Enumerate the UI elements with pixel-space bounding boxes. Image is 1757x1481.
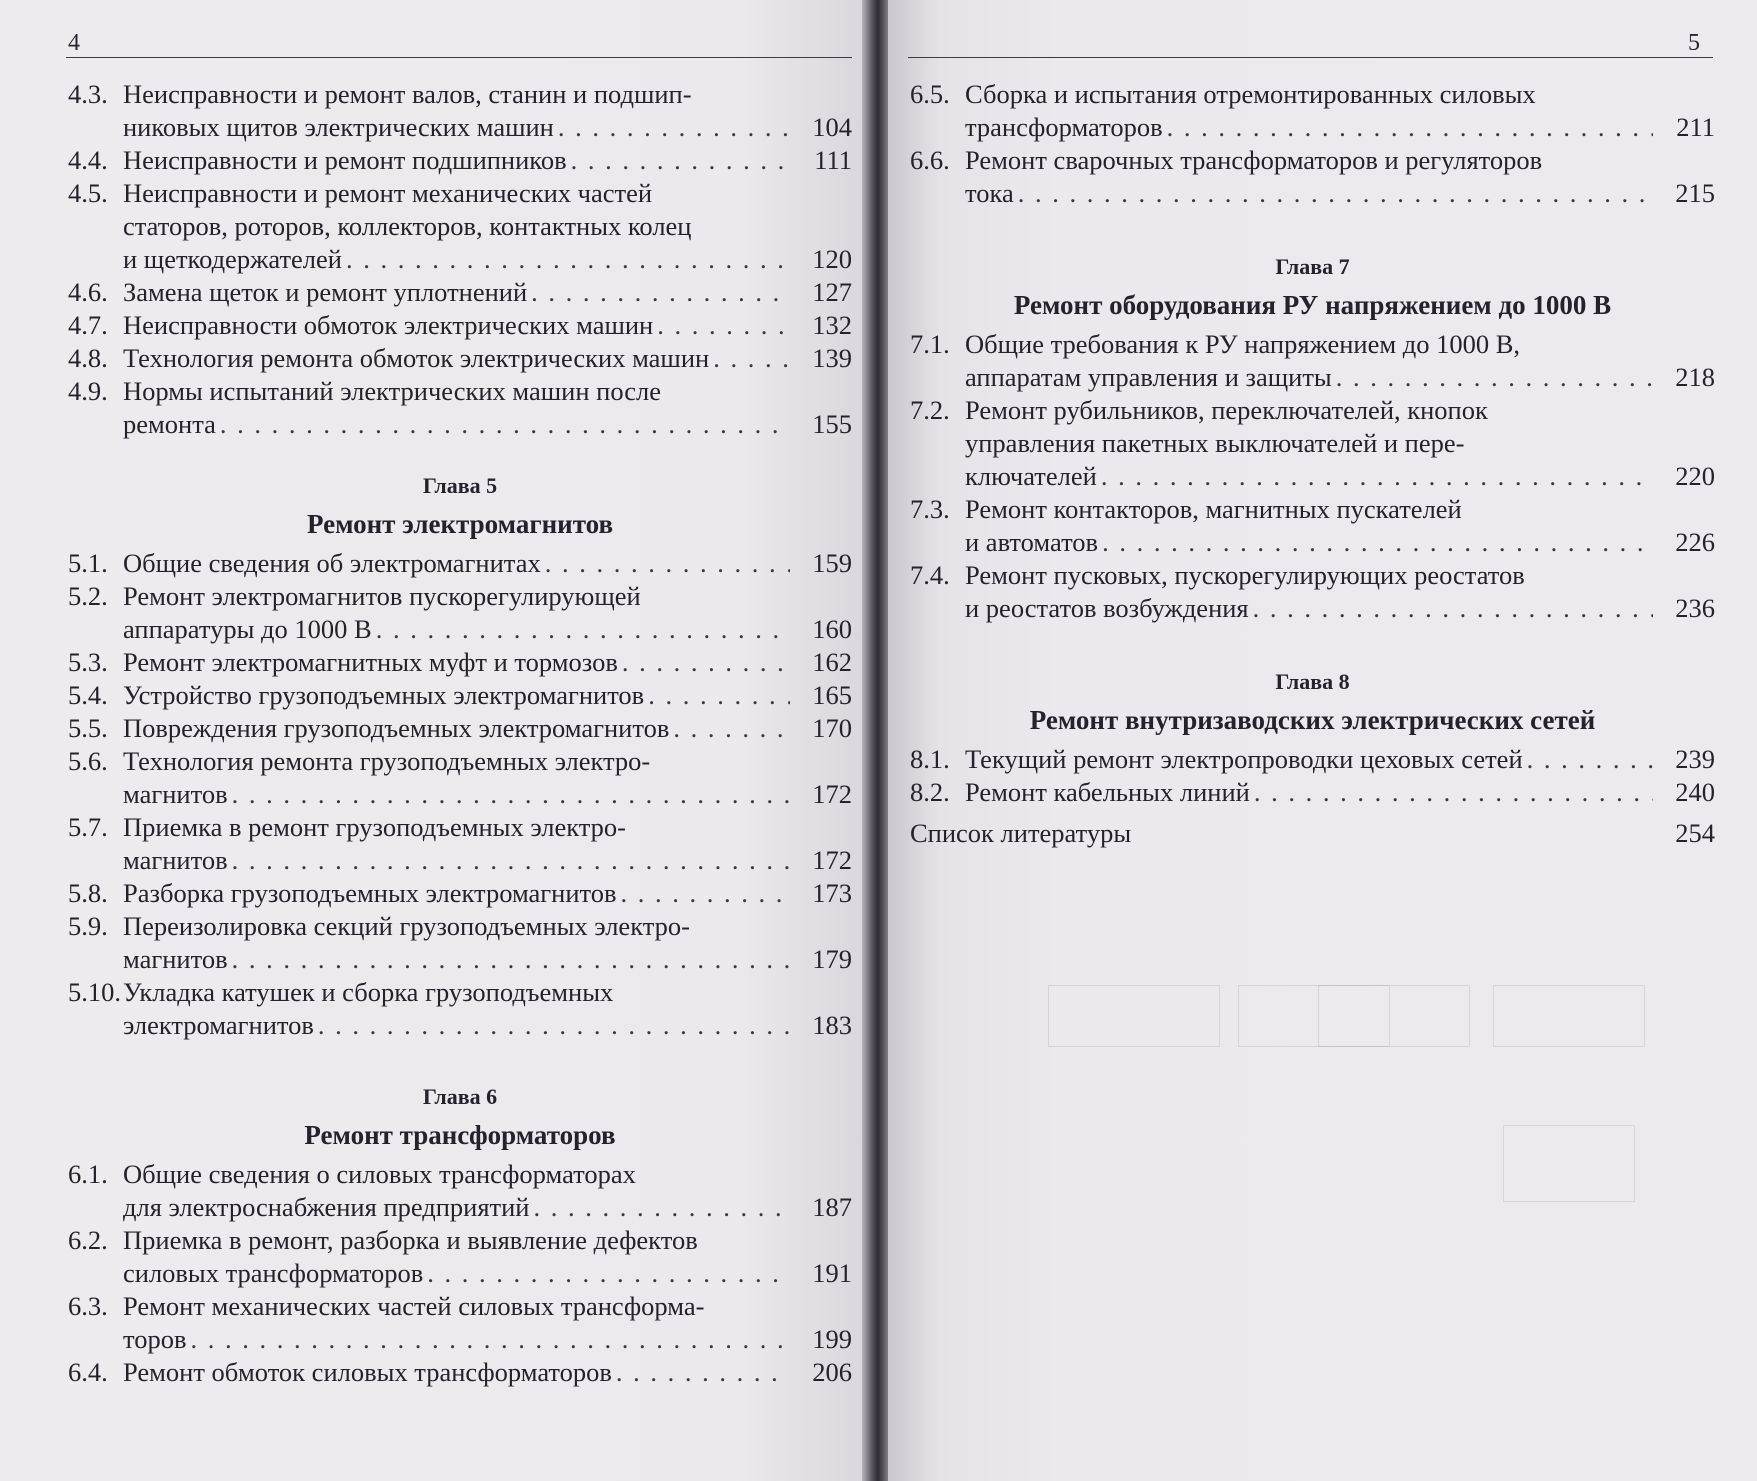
toc-entry-number: 6.1.	[68, 1159, 108, 1189]
chapter-5-entries	[68, 547, 852, 1042]
toc-entry-line	[123, 78, 852, 111]
dot-leader	[1018, 177, 1653, 210]
toc-entry-body	[965, 559, 1715, 625]
toc-entry-line	[965, 394, 1715, 427]
dot-leader	[534, 1191, 791, 1224]
toc-entry-line	[123, 580, 852, 613]
toc-entry-title: аппаратуры до 1000 В	[123, 614, 372, 644]
toc-entry-title: для электроснабжения предприятий	[123, 1192, 530, 1222]
toc-entry	[68, 1290, 852, 1356]
toc-entry-page: 191	[812, 1258, 852, 1288]
toc-entry-line	[123, 375, 852, 408]
toc-entry-number: 4.5.	[68, 178, 108, 208]
toc-entry-number: 5.7.	[68, 812, 108, 842]
toc-entry-line	[123, 111, 852, 144]
dot-leader	[220, 408, 790, 441]
toc-entry-title: тока	[965, 178, 1014, 208]
toc-entry-body	[123, 580, 852, 646]
toc-entry-page: 160	[812, 614, 852, 644]
toc-entry-number: 7.1.	[910, 329, 950, 359]
dot-leader	[1101, 460, 1653, 493]
dot-leader	[232, 778, 790, 811]
toc-entry-line	[965, 743, 1715, 776]
toc-entry-title: трансформаторов	[965, 112, 1163, 142]
toc-entry-page: 236	[1675, 593, 1715, 623]
toc-entry-body	[123, 1290, 852, 1356]
toc-entry-page: 139	[812, 343, 852, 373]
toc-entry-page: 240	[1675, 777, 1715, 807]
toc-entry	[910, 743, 1715, 776]
toc-entry-title: магнитов	[123, 845, 228, 875]
dot-leader	[1102, 526, 1653, 559]
toc-entry-body	[123, 78, 852, 144]
toc-entry-line	[123, 910, 852, 943]
toc-entry-page: 159	[812, 548, 852, 578]
toc-entry-number: 4.3.	[68, 79, 108, 109]
toc-entry-page: 211	[1676, 112, 1715, 142]
toc-entry-number: 6.3.	[68, 1291, 108, 1321]
toc-entry-page: 165	[812, 680, 852, 710]
toc-entry-page: 187	[812, 1192, 852, 1222]
toc-entry-line	[123, 1158, 852, 1191]
toc-entry-title: Ремонт обмоток силовых трансформаторов	[123, 1357, 612, 1387]
toc-entry-body	[123, 309, 852, 342]
toc-entry-line	[123, 679, 852, 712]
page-number-left: 4	[68, 30, 80, 56]
toc-entry-number: 6.5.	[910, 79, 950, 109]
toc-entry-line	[965, 526, 1715, 559]
toc-entry-page: 226	[1675, 527, 1715, 557]
toc-entry-title: Неисправности и ремонт валов, станин и подшип-	[123, 79, 692, 109]
toc-entry-line	[965, 361, 1715, 394]
toc-entry-line	[123, 811, 852, 844]
toc-entry-title: Ремонт рубильников, переключателей, кнопок	[965, 395, 1488, 425]
toc-entry-body	[123, 679, 852, 712]
dot-leader	[232, 943, 790, 976]
chapter-7-entries	[910, 328, 1715, 625]
toc-entry-line	[965, 460, 1715, 493]
toc-entry-line	[123, 547, 852, 580]
toc-entry-number: 4.4.	[68, 145, 108, 175]
toc-entry-body	[123, 1224, 852, 1290]
toc-entry	[68, 78, 852, 144]
toc-entry-number: 5.9.	[68, 911, 108, 941]
toc-entry-page: 155	[812, 409, 852, 439]
toc-entry-line	[123, 712, 852, 745]
toc-entry	[68, 342, 852, 375]
toc-entry	[68, 580, 852, 646]
toc-entry-title: и автоматов	[965, 527, 1099, 557]
toc-entry-line	[965, 177, 1715, 210]
toc-entry-body	[965, 776, 1715, 809]
toc-entry-line	[965, 78, 1715, 111]
toc-entry-page: 173	[812, 878, 852, 908]
toc-entry	[910, 776, 1715, 809]
toc-entry-title: силовых трансформаторов	[123, 1258, 424, 1288]
toc-entry-page: 183	[812, 1010, 852, 1040]
toc-entry-body	[123, 547, 852, 580]
toc-entry	[910, 559, 1715, 625]
toc-entry-page: 179	[812, 944, 852, 974]
toc-entry-page: 132	[812, 310, 852, 340]
toc-entry-title: аппаратам управления и защиты	[965, 362, 1332, 392]
toc-entry-number: 5.6.	[68, 746, 108, 776]
toc-entry-title: Ремонт пусковых, пускорегулирующих реостатов	[965, 560, 1525, 590]
dot-leader	[318, 1009, 790, 1042]
toc-entry-number: 6.6.	[910, 145, 950, 175]
toc-entry-title: ремонта	[123, 409, 216, 439]
toc-entry-line	[123, 408, 852, 441]
toc-entry-line	[123, 144, 852, 177]
chapter-8-entries	[910, 743, 1715, 809]
toc-entry-line	[123, 309, 852, 342]
toc-entry-title: Ремонт электромагнитов пускорегулирующей	[123, 581, 641, 611]
toc-entry-title: Ремонт механических частей силовых трансформа-	[123, 1291, 705, 1321]
toc-entry-title: никовых щитов электрических машин	[123, 112, 554, 142]
toc-entry-body	[123, 1158, 852, 1224]
toc-entry-title: Нормы испытаний электрических машин после	[123, 376, 661, 406]
toc-entry-number: 4.9.	[68, 376, 108, 406]
chapter-7-title: Ремонт оборудования РУ напряжением до 1000 В	[1013, 290, 1612, 320]
dot-leader	[531, 276, 790, 309]
toc-entry-title: Разборка грузоподъемных электромагнитов	[123, 878, 617, 908]
page-number-right: 5	[1688, 30, 1700, 56]
toc-entry-page: 220	[1675, 461, 1715, 491]
toc-entry-line	[965, 776, 1715, 809]
toc-entry-number: 5.8.	[68, 878, 108, 908]
dot-leader	[191, 1323, 791, 1356]
toc-entry-title: и реостатов возбуждения	[965, 593, 1249, 623]
toc-entry-line	[123, 1290, 852, 1323]
dot-leader	[232, 844, 790, 877]
toc-entry-title: Общие требования к РУ напряжением до 1000 В,	[965, 329, 1521, 359]
toc-entry-page: 172	[812, 779, 852, 809]
toc-entry-title: Общие сведения об электромагнитах	[123, 548, 541, 578]
toc-entry	[68, 177, 852, 276]
toc-entry-title: магнитов	[123, 944, 228, 974]
toc-entry	[68, 811, 852, 877]
toc-entry-title: Устройство грузоподъемных электромагнитов	[123, 680, 645, 710]
dot-leader	[616, 1356, 790, 1389]
toc-entry-number: 5.2.	[68, 581, 108, 611]
toc-entry-line	[123, 342, 852, 375]
toc-entry-title: и щеткодержателей	[123, 244, 342, 274]
toc-entry-title: Повреждения грузоподъемных электромагнитов	[123, 713, 670, 743]
toc-entry-page: 104	[812, 112, 852, 142]
toc-entry	[68, 144, 852, 177]
toc-entry	[68, 309, 852, 342]
toc-entry-title: Технология ремонта обмоток электрических машин	[123, 343, 710, 373]
toc-entry-title: Сборка и испытания отремонтированных силовых	[965, 79, 1536, 109]
toc-entry-number: 5.5.	[68, 713, 108, 743]
toc-entry-line	[965, 427, 1715, 460]
toc-entry-body	[123, 712, 852, 745]
references-label: Список литературы	[910, 818, 1132, 848]
chapter-5-title: Ремонт электромагнитов	[306, 509, 614, 539]
toc-entry	[910, 144, 1715, 210]
left-page	[0, 0, 868, 1481]
toc-entry-body	[965, 144, 1715, 210]
toc-entry-line	[123, 745, 852, 778]
toc-entry-title: Общие сведения о силовых трансформаторах	[123, 1159, 636, 1189]
toc-entry	[68, 679, 852, 712]
references-entry	[910, 817, 1715, 850]
dot-leader	[558, 111, 790, 144]
toc-entry-line	[123, 1191, 852, 1224]
dot-leader	[621, 877, 790, 910]
toc-entry-page: 215	[1675, 178, 1715, 208]
toc-entry-page: 120	[812, 244, 852, 274]
toc-entry	[68, 646, 852, 679]
toc-entry-line	[123, 1009, 852, 1042]
toc-entry-page: 239	[1675, 744, 1715, 774]
chapter-5-label: Глава 5	[422, 473, 498, 498]
toc-entry-title: торов	[123, 1324, 187, 1354]
toc-entry-number: 7.3.	[910, 494, 950, 524]
toc-entry-title: статоров, роторов, коллекторов, контактных колец	[123, 211, 692, 241]
toc-entry-line	[123, 976, 852, 1009]
dot-leader	[713, 342, 790, 375]
dot-leader	[657, 309, 790, 342]
toc-entry-line	[123, 844, 852, 877]
toc-entry-body	[123, 877, 852, 910]
toc-entry-page: 111	[814, 145, 852, 175]
chapter-6-entries	[68, 1158, 852, 1389]
toc-entry-line	[123, 177, 852, 210]
toc-left	[68, 78, 852, 1389]
toc-entry-line	[965, 592, 1715, 625]
header-rule-right	[908, 57, 1713, 58]
toc-entry-number: 7.2.	[910, 395, 950, 425]
dot-leader	[622, 646, 790, 679]
toc-entry-number: 8.1.	[910, 744, 950, 774]
toc-entry	[68, 375, 852, 441]
toc-entry-line	[123, 943, 852, 976]
toc-entry-title: Приемка в ремонт, разборка и выявление дефектов	[123, 1225, 698, 1255]
toc-entry-title: Ремонт контакторов, магнитных пускателей	[965, 494, 1462, 524]
dot-leader	[1253, 592, 1653, 625]
dot-leader	[427, 1257, 790, 1290]
toc-entry-title: Технология ремонта грузоподъемных электро-	[123, 746, 651, 776]
toc-entry-number: 5.4.	[68, 680, 108, 710]
toc-entry-body	[123, 177, 852, 276]
toc-entry-line	[123, 210, 852, 243]
dot-leader	[648, 679, 790, 712]
toc-entry-title: Ремонт кабельных линий	[965, 777, 1250, 807]
toc-entry-body	[123, 375, 852, 441]
toc-entry-title: Замена щеток и ремонт уплотнений	[123, 277, 528, 307]
toc-entry-line	[965, 559, 1715, 592]
toc-entry-line	[123, 1224, 852, 1257]
toc-entry-line	[965, 493, 1715, 526]
chapter-8-title: Ремонт внутризаводских электрических сетей	[1029, 705, 1596, 735]
toc-entry-line	[123, 778, 852, 811]
toc-entry-line	[123, 613, 852, 646]
toc-entry	[68, 1158, 852, 1224]
toc-entry-line	[123, 1323, 852, 1356]
toc-entry-line	[123, 877, 852, 910]
toc-entry	[910, 78, 1715, 144]
toc-entry-number: 5.10.	[68, 977, 121, 1007]
toc-entry-page: 127	[812, 277, 852, 307]
toc-entry-title: Неисправности и ремонт механических частей	[123, 178, 653, 208]
bleed-through-box	[1318, 985, 1470, 1047]
dot-leader	[1336, 361, 1653, 394]
toc-entry-title: Текущий ремонт электропроводки цеховых сетей	[965, 744, 1523, 774]
chapter-6-title: Ремонт трансформаторов	[304, 1120, 616, 1150]
toc-entry-body	[965, 394, 1715, 493]
toc-entry	[68, 976, 852, 1042]
toc-entry-number: 7.4.	[910, 560, 950, 590]
toc-right	[910, 78, 1715, 850]
toc-entry-page: 162	[812, 647, 852, 677]
toc-entry-title: управления пакетных выключателей и пере-	[965, 428, 1465, 458]
toc-entry-body	[965, 328, 1715, 394]
toc-entry-body	[123, 276, 852, 309]
toc-entry-number: 5.1.	[68, 548, 108, 578]
dot-leader	[1254, 776, 1653, 809]
toc-entry-number: 8.2.	[910, 777, 950, 807]
toc-entry	[68, 1224, 852, 1290]
toc-entry-page: 206	[812, 1357, 852, 1387]
toc-entry-number: 4.8.	[68, 343, 108, 373]
toc-entry-title: Ремонт сварочных трансформаторов и регуляторов	[965, 145, 1543, 175]
toc-entry-body	[965, 493, 1715, 559]
toc-entry	[68, 877, 852, 910]
toc-entry-title: Приемка в ремонт грузоподъемных электро-	[123, 812, 626, 842]
toc-entry-title: Укладка катушек и сборка грузоподъемных	[123, 977, 614, 1007]
toc-entry-number: 4.6.	[68, 277, 108, 307]
toc-entry-number: 6.2.	[68, 1225, 108, 1255]
toc-entry-line	[123, 243, 852, 276]
toc-entry-line	[965, 328, 1715, 361]
dot-leader	[673, 712, 790, 745]
bleed-through-box	[1048, 985, 1220, 1047]
toc-entry	[68, 276, 852, 309]
toc-entry-body	[123, 910, 852, 976]
toc-entry	[68, 910, 852, 976]
toc-entry-title: Ремонт электромагнитных муфт и тормозов	[123, 647, 618, 677]
toc-entry-body	[123, 144, 852, 177]
dot-leader	[1167, 111, 1653, 144]
toc-entry-line	[965, 144, 1715, 177]
dot-leader	[545, 547, 790, 580]
toc-entry-body	[123, 811, 852, 877]
toc-entry-body	[123, 745, 852, 811]
dot-leader	[1527, 743, 1653, 776]
toc-entry	[68, 745, 852, 811]
toc-entry-body	[123, 342, 852, 375]
toc-entry	[910, 493, 1715, 559]
toc-entry-title: ключателей	[965, 461, 1097, 491]
toc-entry-title: Неисправности обмоток электрических машин	[123, 310, 654, 340]
toc-entry-title: Переизолировка секций грузоподъемных электро-	[123, 911, 690, 941]
right-page	[888, 0, 1757, 1481]
toc-entry-body	[123, 646, 852, 679]
toc-entry	[68, 1356, 852, 1389]
entries-group-top-left	[68, 78, 852, 441]
toc-entry-body	[965, 743, 1715, 776]
chapter-8-label: Глава 8	[1275, 669, 1350, 694]
toc-entry-line	[965, 111, 1715, 144]
toc-entry-body	[965, 78, 1715, 144]
toc-entry-page: 170	[812, 713, 852, 743]
toc-entry-title: магнитов	[123, 779, 228, 809]
toc-entry-title: Неисправности и ремонт подшипников	[123, 145, 567, 175]
toc-entry-line	[123, 1257, 852, 1290]
toc-entry-title: электромагнитов	[123, 1010, 314, 1040]
header-rule-left	[66, 57, 852, 58]
toc-entry-page: 199	[812, 1324, 852, 1354]
toc-entry-line	[123, 276, 852, 309]
toc-entry-page: 218	[1675, 362, 1715, 392]
chapter-6-label: Глава 6	[422, 1084, 498, 1109]
toc-entry-body	[123, 976, 852, 1042]
toc-entry-number: 5.3.	[68, 647, 108, 677]
toc-entry-line	[123, 646, 852, 679]
toc-entry	[910, 394, 1715, 493]
toc-entry-page: 172	[812, 845, 852, 875]
toc-entry	[910, 328, 1715, 394]
toc-entry	[68, 712, 852, 745]
dot-leader	[346, 243, 790, 276]
toc-entry-line	[123, 1356, 852, 1389]
references-page: 254	[1675, 818, 1715, 848]
entries-group-top-right	[910, 78, 1715, 210]
dot-leader	[376, 613, 790, 646]
toc-entry	[68, 547, 852, 580]
bleed-through-box	[1503, 1125, 1635, 1202]
toc-entry-number: 4.7.	[68, 310, 108, 340]
chapter-7-label: Глава 7	[1275, 254, 1350, 279]
bleed-through-box	[1493, 985, 1645, 1047]
toc-entry-number: 6.4.	[68, 1357, 108, 1387]
dot-leader	[571, 144, 790, 177]
toc-entry-body	[123, 1356, 852, 1389]
